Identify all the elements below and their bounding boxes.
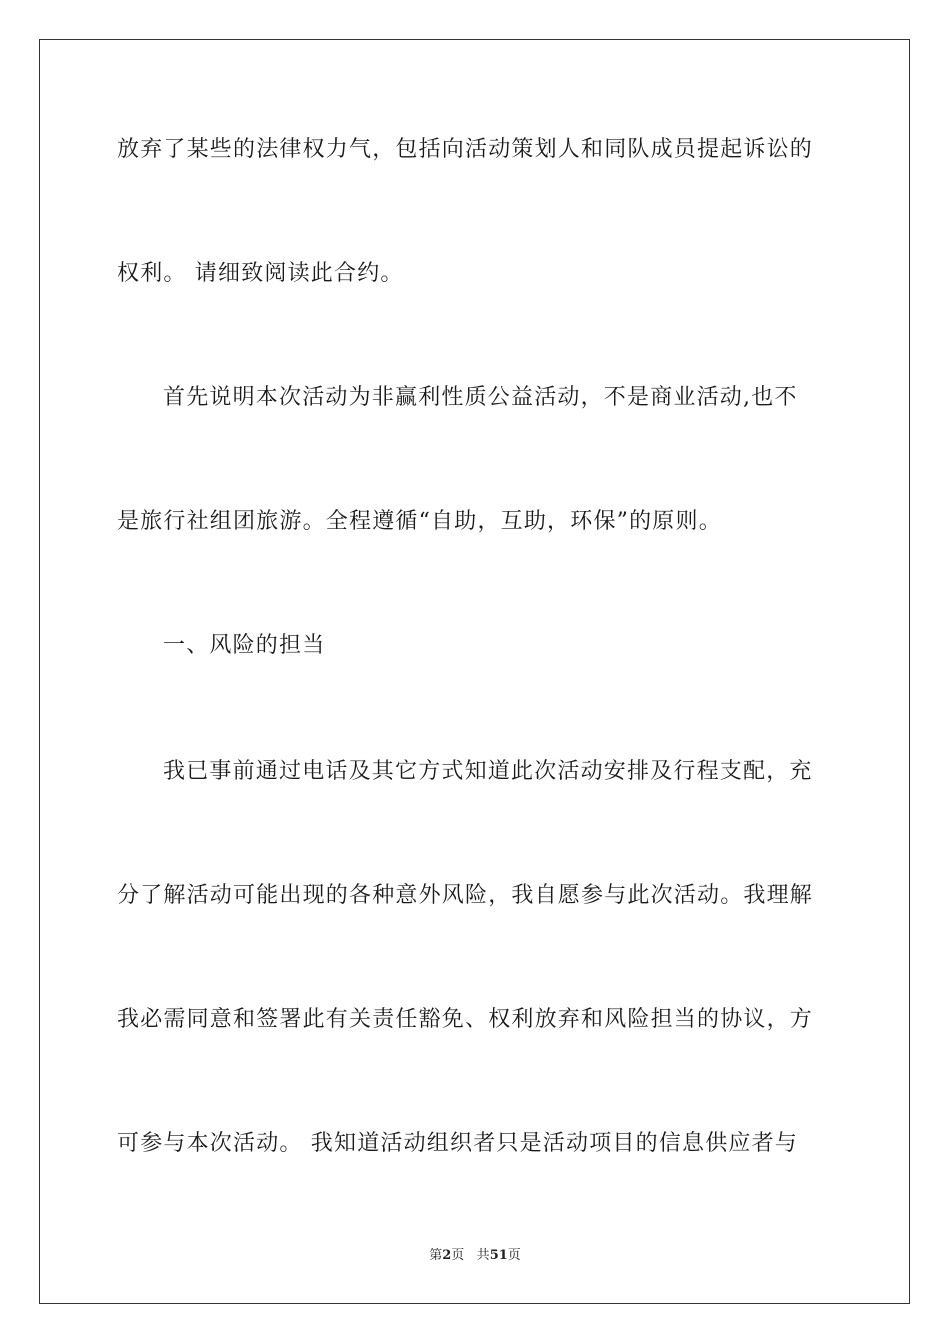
footer-page-prefix: 第 — [429, 1248, 443, 1263]
paragraph-line: 放弃了某些的法律权力气，包括向活动策划人和同队成员提起诉讼的 — [117, 137, 814, 162]
footer-total-pages: 51 — [489, 1248, 508, 1263]
paragraph-line: 首先说明本次活动为非赢利性质公益活动，不是商业活动,也不 — [163, 385, 798, 410]
paragraph-line: 我已事前通过电话及其它方式知道此次活动安排及行程支配，充 — [163, 759, 813, 784]
paragraph-line: 是旅行社组团旅游。全程遵循“自助，互助，环保”的原则。 — [117, 509, 722, 534]
footer-total-suffix: 页 — [507, 1248, 521, 1263]
footer-total-prefix: 共 — [476, 1248, 490, 1263]
footer-page-number: 2 — [442, 1248, 452, 1263]
paragraph-line: 我必需同意和签署此有关责任豁免、权利放弃和风险担当的协议，方 — [117, 1007, 814, 1032]
paragraph-line: 可参与本次活动。 我知道活动组织者只是活动项目的信息供应者与 — [117, 1131, 798, 1156]
section-heading: 一、风险的担当 — [163, 633, 326, 658]
page-footer — [0, 1247, 950, 1265]
footer-page-suffix: 页 — [451, 1248, 465, 1263]
paragraph-line: 权利。 请细致阅读此合约。 — [117, 261, 404, 286]
page-border — [39, 39, 910, 1304]
paragraph-line: 分了解活动可能出现的各种意外风险，我自愿参与此次活动。我理解 — [117, 883, 814, 908]
